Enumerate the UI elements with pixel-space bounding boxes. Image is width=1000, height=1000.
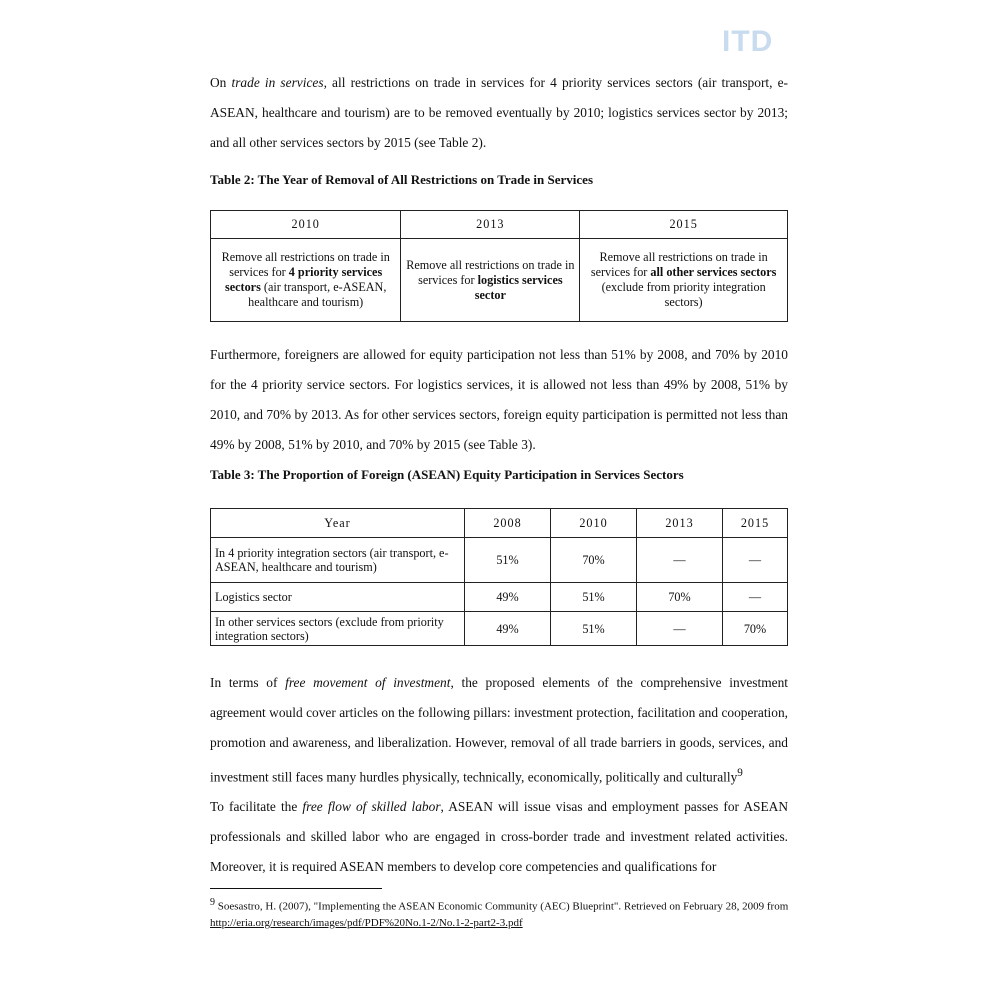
table3-cell: 51% — [551, 583, 637, 612]
table3-row — [211, 612, 788, 646]
table3-header-row — [211, 509, 788, 538]
table3-cell: 70% — [551, 538, 637, 583]
table2-header: 2015 — [580, 211, 788, 239]
table2-row — [211, 239, 788, 322]
table3-cell: — — [637, 538, 723, 583]
footnote-number: 9 — [210, 897, 215, 908]
table3-cell: 51% — [465, 538, 551, 583]
para4-prefix: To facilitate the — [210, 799, 303, 814]
table3-row-label: In 4 priority integration sectors (air transport, e-ASEAN, healthcare and tourism) — [211, 538, 465, 583]
table2-cell: Remove all restrictions on trade in services for 4 priority services sectors (air transport, e-ASEAN, healthcare and tourism) — [211, 239, 401, 322]
para1-text: , all restrictions on trade in services for 4 priority services sectors (air transport, e-ASEAN, healthcare and tourism) are to be removed eventually by 2010; logistics services sector by 2013; and all other services sectors by 2015 (see Table 2). — [210, 75, 789, 150]
table2 — [210, 210, 788, 322]
para3-prefix: In terms of — [210, 675, 286, 690]
table3-caption: Table 3: The Proportion of Foreign (ASEAN) Equity Participation in Services Sectors — [210, 467, 684, 482]
itd-logo: ITD — [722, 25, 774, 58]
footnote-text: Soesastro, H. (2007), "Implementing the ASEAN Economic Community (AEC) Blueprint". Retrieved on February 28, 2009 from — [217, 900, 789, 913]
table2-header: 2013 — [401, 211, 580, 239]
table3-cell: — — [723, 538, 788, 583]
para1-italic: trade in services — [231, 75, 324, 90]
table3-header: 2013 — [637, 509, 723, 538]
table3-row-label: Logistics sector — [211, 583, 465, 612]
table3-row — [211, 583, 788, 612]
table3-cell: 70% — [723, 612, 788, 646]
paragraph-equity-participation: Furthermore, foreigners are allowed for equity participation not less than 51% by 2008, and 70% by 2010 for the 4 priority service sectors. For logistics services, it is allowed not less than 49% by 2008, 51% by 2010, and 70% by 2013. As for other services sectors, foreign equity participation is permitted not less than 49% by 2008, 51% by 2010, and 70% by 2015 (see Table 3). — [210, 347, 788, 452]
table3-cell: 49% — [465, 583, 551, 612]
footnote-link[interactable]: http://eria.org/research/images/pdf/PDF%20No.1-2/No.1-2-part2-3.pdf — [210, 916, 523, 929]
para3-text: , the proposed elements of the comprehensive investment agreement would cover articles on the following pillars: investment protection, facilitation and cooperation, promotion and awareness, and liberalization. However, removal of all trade barriers in goods, services, and investment still faces many hurdles physically, technically, economically, politically and culturally — [210, 675, 788, 785]
table3-cell: 49% — [465, 612, 551, 646]
table3-header: Year — [211, 509, 465, 538]
paragraph-skilled-labor — [210, 792, 788, 882]
table3-cell: — — [637, 612, 723, 646]
paragraph-trade-in-services — [210, 68, 788, 158]
table3-header: 2008 — [465, 509, 551, 538]
footnote-separator — [210, 888, 382, 889]
footnote-reference[interactable]: 9 — [737, 767, 743, 779]
table3-header: 2010 — [551, 509, 637, 538]
table3-row — [211, 538, 788, 583]
table3-cell: 70% — [637, 583, 723, 612]
table2-cell: Remove all restrictions on trade in services for logistics services sector — [401, 239, 580, 322]
table2-cell: Remove all restrictions on trade in services for all other services sectors (exclude from priority integration sectors) — [580, 239, 788, 322]
table3 — [210, 508, 788, 646]
table3-cell: — — [723, 583, 788, 612]
table3-header: 2015 — [723, 509, 788, 538]
table2-caption: Table 2: The Year of Removal of All Restrictions on Trade in Services — [210, 172, 593, 187]
para4-italic: free flow of skilled labor — [302, 799, 441, 814]
para4-text: , ASEAN will issue visas and employment passes for ASEAN professionals and skilled labor who are engaged in cross-border trade and investment related activities. Moreover, it is required ASEAN members to develop core competencies and qualifications for — [210, 799, 788, 874]
para3-italic: free movement of investment — [285, 675, 451, 690]
table3-cell: 51% — [551, 612, 637, 646]
para1-prefix: On — [210, 75, 232, 90]
table2-header: 2010 — [211, 211, 401, 239]
paragraph-free-movement-investment — [210, 668, 788, 792]
table2-header-row — [211, 211, 788, 239]
table3-row-label: In other services sectors (exclude from priority integration sectors) — [211, 612, 465, 646]
footnote — [210, 895, 800, 931]
